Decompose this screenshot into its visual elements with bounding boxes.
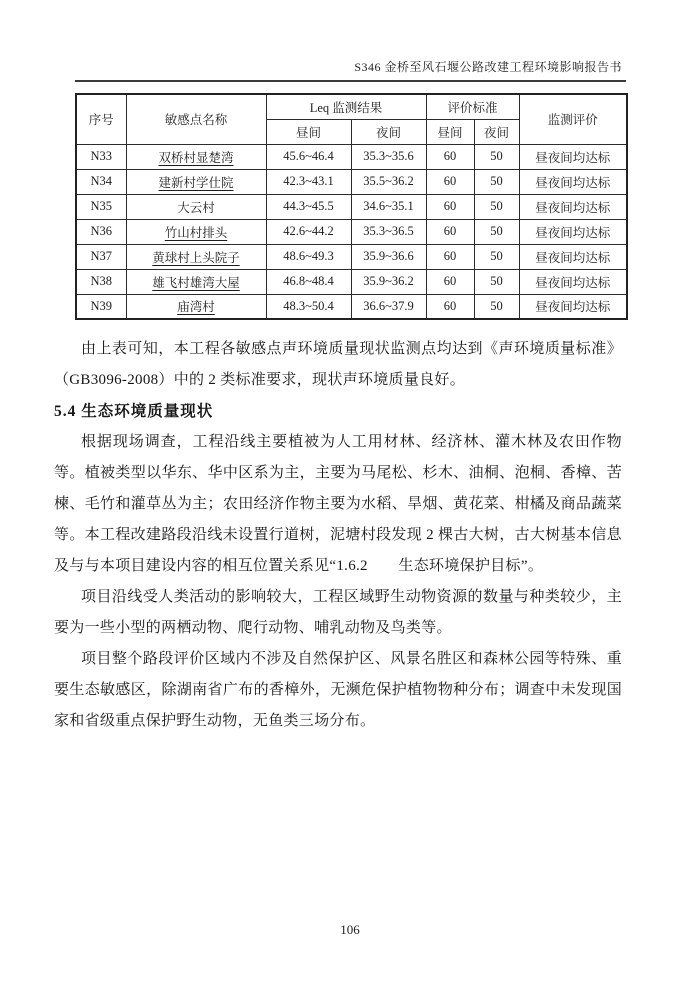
cell-leq-day: 48.6~49.3	[266, 244, 351, 269]
cell-name	[126, 269, 266, 294]
cell-leq-night: 36.6~37.9	[351, 294, 426, 319]
cell-leq-night: 35.9~36.2	[351, 269, 426, 294]
table-row	[76, 144, 627, 169]
cell-name	[126, 194, 266, 219]
cell-name	[126, 219, 266, 244]
header-leq-group: Leq 监测结果	[266, 94, 426, 119]
cell-id: N37	[76, 244, 126, 269]
cell-id: N38	[76, 269, 126, 294]
cell-name	[126, 294, 266, 319]
cell-leq-night: 35.3~36.5	[351, 219, 426, 244]
cell-leq-night: 34.6~35.1	[351, 194, 426, 219]
cell-leq-day: 48.3~50.4	[266, 294, 351, 319]
header-std-day: 昼间	[426, 119, 474, 144]
sensitive-point-name: 双桥村显楚湾	[158, 150, 234, 165]
page-header	[0, 0, 700, 82]
cell-id: N39	[76, 294, 126, 319]
header-col-no: 序号	[76, 94, 126, 144]
cell-std-day: 60	[426, 169, 474, 194]
cell-eval: 昼夜间均达标	[519, 194, 627, 219]
paragraph-noise-conclusion: 由上表可知，本工程各敏感点声环境质量现状监测点均达到《声环境质量标准》（GB3096-2008）中的 2 类标准要求，现状声环境质量良好。	[54, 341, 622, 388]
cell-std-day: 60	[426, 244, 474, 269]
cell-name	[126, 244, 266, 269]
sensitive-point-name: 雄飞村雄湾大屋	[152, 275, 240, 290]
header-leq-night: 夜间	[351, 119, 426, 144]
cell-std-night: 50	[474, 219, 519, 244]
cell-leq-day: 45.6~46.4	[266, 144, 351, 169]
header-rule	[75, 80, 626, 82]
cell-eval: 昼夜间均达标	[519, 144, 627, 169]
table-row	[76, 194, 627, 219]
header-col-eval: 监测评价	[519, 94, 627, 144]
cell-eval: 昼夜间均达标	[519, 244, 627, 269]
cell-std-night: 50	[474, 144, 519, 169]
paragraph-wildlife: 项目沿线受人类活动的影响较大，工程区域野生动物资源的数量与种类较少，主要为一些小型的两栖动物、爬行动物、哺乳动物及鸟类等。	[54, 589, 622, 636]
sensitive-point-name: 庙湾村	[177, 300, 215, 315]
cell-std-night: 50	[474, 169, 519, 194]
cell-leq-night: 35.3~35.6	[351, 144, 426, 169]
table-row	[76, 269, 627, 294]
paragraph-vegetation: 根据现场调查，工程沿线主要植被为人工用材林、经济林、灌木林及农田作物等。植被类型以华东、华中区系为主，主要为马尾松、杉木、油桐、泡桐、香樟、苦楝、毛竹和灌草丛为主；农田经济作物主要为水稻、旱烟、黄花菜、柑橘及商品蔬菜等。本工程改建路段沿线未设置行道树，泥塘村段发现 2 棵古大树，古大树基本信息及与与本项目建设内容的相互位置关系见“1.6.2 生态环境保护目标”。	[54, 434, 622, 574]
sensitive-point-name: 建新村学仕院	[158, 175, 234, 190]
cell-leq-day: 42.6~44.2	[266, 219, 351, 244]
page-number: 106	[340, 922, 360, 937]
cell-id: N35	[76, 194, 126, 219]
cell-name	[126, 144, 266, 169]
cell-std-night: 50	[474, 294, 519, 319]
cell-leq-day: 46.8~48.4	[266, 269, 351, 294]
table-row	[76, 219, 627, 244]
cell-name	[126, 169, 266, 194]
header-std-night: 夜间	[474, 119, 519, 144]
table-row	[76, 244, 627, 269]
cell-std-night: 50	[474, 269, 519, 294]
body-content	[54, 334, 622, 737]
section-heading-5-4: 5.4 生态环境质量现状	[54, 403, 214, 420]
header-leq-day: 昼间	[266, 119, 351, 144]
cell-eval: 昼夜间均达标	[519, 269, 627, 294]
cell-std-day: 60	[426, 194, 474, 219]
cell-leq-day: 44.3~45.5	[266, 194, 351, 219]
noise-monitoring-table	[75, 93, 628, 320]
cell-eval: 昼夜间均达标	[519, 294, 627, 319]
sensitive-point-name: 黄球村上头院子	[152, 250, 240, 265]
cell-leq-night: 35.5~36.2	[351, 169, 426, 194]
cell-eval: 昼夜间均达标	[519, 169, 627, 194]
paragraph-protected-areas: 项目整个路段评价区域内不涉及自然保护区、风景名胜区和森林公园等特殊、重要生态敏感区，除湖南省广布的香樟外，无濒危保护植物物种分布；调查中未发现国家和省级重点保护野生动物，无鱼类三场分布。	[54, 651, 622, 729]
cell-id: N36	[76, 219, 126, 244]
cell-std-day: 60	[426, 144, 474, 169]
running-header-title: S346 金桥至风石堰公路改建工程环境影响报告书	[354, 60, 622, 74]
cell-std-day: 60	[426, 219, 474, 244]
cell-leq-day: 42.3~43.1	[266, 169, 351, 194]
sensitive-point-name: 竹山村排头	[164, 225, 228, 240]
cell-std-day: 60	[426, 269, 474, 294]
cell-id: N33	[76, 144, 126, 169]
table-header-row-1	[76, 94, 627, 119]
table-row	[76, 294, 627, 319]
cell-std-night: 50	[474, 244, 519, 269]
cell-leq-night: 35.9~36.6	[351, 244, 426, 269]
cell-std-day: 60	[426, 294, 474, 319]
cell-eval: 昼夜间均达标	[519, 219, 627, 244]
sensitive-point-name: 大云村	[177, 200, 215, 215]
cell-id: N34	[76, 169, 126, 194]
table-row	[76, 169, 627, 194]
header-col-name: 敏感点名称	[126, 94, 266, 144]
cell-std-night: 50	[474, 194, 519, 219]
header-standard-group: 评价标准	[426, 94, 519, 119]
